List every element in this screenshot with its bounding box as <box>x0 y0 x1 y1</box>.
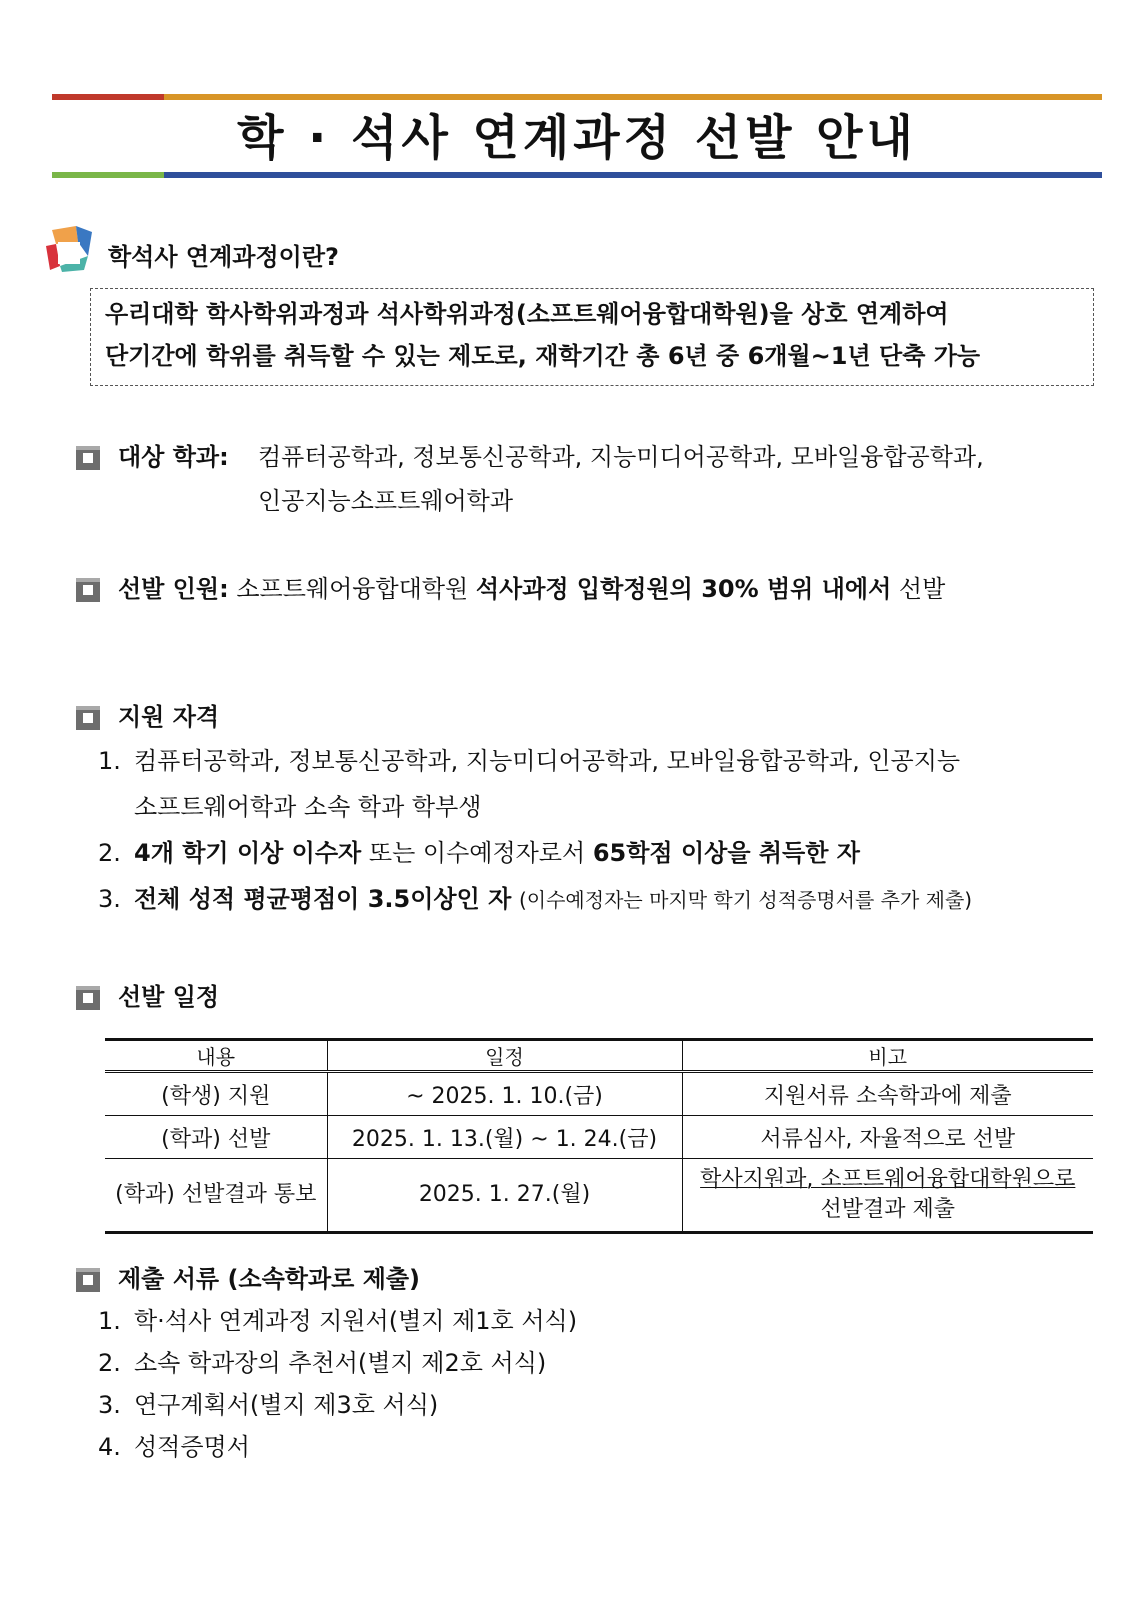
cell-date: ~ 2025. 1. 10.(금) <box>327 1072 682 1116</box>
column-header-date: 일정 <box>327 1040 682 1072</box>
eligibility-heading: 지원 자격 <box>118 703 220 731</box>
eligibility-item-2-bold-1: 4개 학기 이상 이수자 <box>134 839 362 867</box>
quota-text-bold: 석사과정 입학정원의 30% 범위 내에서 <box>475 575 892 603</box>
cell-content: (학과) 선발 <box>105 1116 327 1159</box>
section-bullet-icon <box>76 578 100 602</box>
section-bullet-icon <box>76 1268 100 1292</box>
schedule-table <box>105 1038 1093 1234</box>
target-label: 대상 학과: <box>118 443 229 471</box>
cell-note: 서류심사, 자율적으로 선발 <box>682 1116 1093 1159</box>
document-item-3: 연구계획서(별지 제3호 서식) <box>134 1391 439 1419</box>
header-bar-top-red <box>52 94 164 100</box>
eligibility-item-3-note: (이수예정자는 마지막 학기 성적증명서를 추가 제출) <box>518 888 973 912</box>
cell-date: 2025. 1. 13.(월) ~ 1. 24.(금) <box>327 1116 682 1159</box>
eligibility-item-2 <box>134 836 860 870</box>
table-header-row <box>105 1040 1093 1072</box>
section-bullet-icon <box>76 446 100 470</box>
document-item-2: 소속 학과장의 추천서(별지 제2호 서식) <box>134 1349 547 1377</box>
header-bar-bottom-green <box>52 172 164 178</box>
document-item-4-number: 4. <box>98 1433 121 1461</box>
schedule-heading: 선발 일정 <box>118 983 220 1011</box>
section-bullet-icon <box>76 706 100 730</box>
quota-text-post: 선발 <box>898 575 946 603</box>
target-departments-line-1: 컴퓨터공학과, 정보통신공학과, 지능미디어공학과, 모바일융합공학과, <box>258 443 984 471</box>
page-title: 학 · 석사 연계과정 선발 안내 <box>237 110 917 166</box>
section-bullet-icon <box>76 986 100 1010</box>
intro-line-2: 단기간에 학위를 취득할 수 있는 제도로, 재학기간 총 6년 중 6개월~1년 단축 가능 <box>105 342 981 370</box>
quota-label: 선발 인원: <box>118 575 229 603</box>
table-row <box>105 1072 1093 1116</box>
document-item-1: 학·석사 연계과정 지원서(별지 제1호 서식) <box>134 1307 578 1335</box>
cell-note-line-2: 선발결과 제출 <box>820 1197 955 1222</box>
quota-text-pre: 소프트웨어융합대학원 <box>236 575 469 603</box>
eligibility-item-2-bold-2: 65학점 이상을 취득한 자 <box>592 839 860 867</box>
eligibility-item-3-bold: 전체 성적 평균평점이 3.5이상인 자 <box>134 885 512 913</box>
logo-icon <box>46 226 94 272</box>
eligibility-item-1-line-2: 소프트웨어학과 소속 학과 학부생 <box>134 793 482 821</box>
eligibility-item-3 <box>134 882 972 917</box>
eligibility-item-2-mid: 또는 이수예정자로서 <box>368 839 586 867</box>
document-item-4: 성적증명서 <box>134 1433 250 1461</box>
cell-note-line-1: 학사지원과, 소프트웨어융합대학원으로 <box>700 1167 1076 1192</box>
documents-heading: 제출 서류 (소속학과로 제출) <box>118 1265 421 1293</box>
document-item-2-number: 2. <box>98 1349 121 1377</box>
target-departments-line-2: 인공지능소프트웨어학과 <box>258 487 514 515</box>
eligibility-item-1-line-1: 컴퓨터공학과, 정보통신공학과, 지능미디어공학과, 모바일융합공학과, 인공지능 <box>134 747 961 775</box>
column-header-content: 내용 <box>105 1040 327 1072</box>
cell-note <box>682 1159 1093 1233</box>
intro-line-1: 우리대학 학사학위과정과 석사학위과정(소프트웨어융합대학원)을 상호 연계하여 <box>105 300 949 328</box>
table-row <box>105 1159 1093 1233</box>
document-item-1-number: 1. <box>98 1307 121 1335</box>
document-item-3-number: 3. <box>98 1391 121 1419</box>
cell-note: 지원서류 소속학과에 제출 <box>682 1072 1093 1116</box>
cell-content: (학생) 지원 <box>105 1072 327 1116</box>
cell-date: 2025. 1. 27.(월) <box>327 1159 682 1233</box>
header-bar-bottom-blue <box>164 172 1102 178</box>
cell-content: (학과) 선발결과 통보 <box>105 1159 327 1233</box>
header-bar-top-orange <box>164 94 1102 100</box>
intro-definition-box <box>90 288 1094 386</box>
eligibility-item-1-number: 1. <box>98 747 121 775</box>
eligibility-item-3-number: 3. <box>98 885 121 913</box>
eligibility-item-2-number: 2. <box>98 839 121 867</box>
quota-line <box>118 572 945 606</box>
table-row <box>105 1116 1093 1159</box>
column-header-note: 비고 <box>682 1040 1093 1072</box>
intro-heading: 학석사 연계과정이란? <box>108 243 339 271</box>
